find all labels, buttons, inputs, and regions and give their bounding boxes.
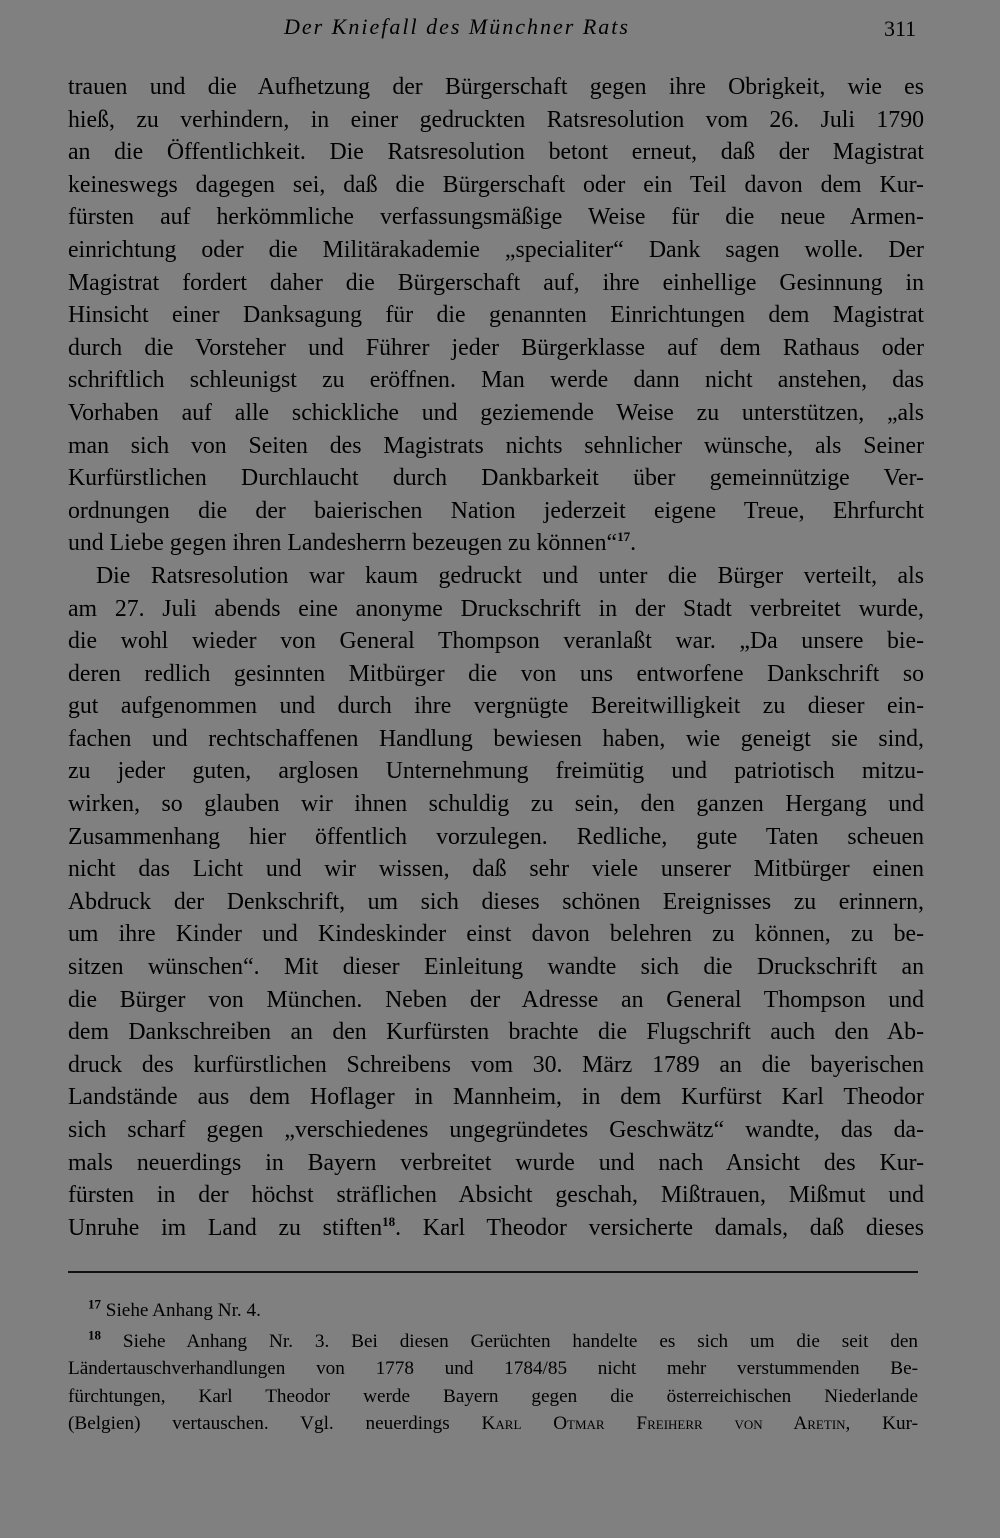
- text-line: sich scharf gegen „verschiedenes ungegründetes Geschwätz“ wandte, das da-: [68, 1117, 924, 1143]
- footnote-text: Siehe Anhang Nr. 3. Bei diesen Gerüchten handelte es sich um die seit den: [122, 1330, 918, 1352]
- text-line: Hinsicht einer Danksagung für die genannten Einrichtungen dem Magistrat: [68, 302, 924, 329]
- footnote-mark: 17: [88, 1296, 101, 1312]
- text-line: Landstände aus dem Hoflager in Mannheim, in dem Kurfürst Karl Theodor: [68, 1084, 924, 1111]
- footnote-text: , Kur-: [845, 1413, 918, 1434]
- footnote-line: [68, 1410, 918, 1438]
- text-line: Zusammenhang hier öffentlich vorzulegen. Redliche, gute Taten scheuen: [68, 823, 924, 850]
- footnote-line: fürchtungen, Karl Theodor werde Bayern gegen die österreichischen Niederlande: [68, 1385, 918, 1407]
- paragraph-2: [68, 560, 924, 1244]
- text-line: Abdruck der Denkschrift, um sich dieses schönen Ereignisses zu erinnern,: [68, 888, 924, 915]
- footnotes: [68, 1297, 918, 1441]
- text-fragment: Unruhe im Land zu stiften: [68, 1214, 383, 1241]
- text-line: sitzen wünschen“. Mit dieser Einleitung wandte sich die Druckschrift an: [68, 954, 924, 981]
- text-fragment: .: [630, 530, 637, 557]
- text-line: druck des kurfürstlichen Schreibens vom 30. März 1789 an die bayerischen: [68, 1051, 924, 1078]
- text-line: nicht das Licht und wir wissen, daß sehr viele unserer Mitbürger einen: [68, 856, 924, 883]
- author-name: Karl Otmar Freiherr von Aretin: [481, 1413, 846, 1434]
- text-line: [68, 527, 924, 560]
- text-line: um ihre Kinder und Kindeskinder einst davon belehren zu können, zu be-: [68, 921, 924, 948]
- footnote-separator: [68, 1271, 918, 1273]
- text-line: Kurfürstlichen Durchlaucht durch Dankbarkeit über gemeinnützige Ver-: [68, 465, 924, 492]
- text-line: an die Öffentlichkeit. Die Ratsresolution betont erneut, daß der Magistrat: [68, 139, 924, 166]
- text-line: Magistrat fordert daher die Bürgerschaft auf, ihre einhellige Gesinnung in: [68, 269, 924, 296]
- page-number: 311: [884, 16, 917, 41]
- footnote-line: Ländertauschverhandlungen von 1778 und 1784/85 nicht mehr verstummenden Be-: [68, 1358, 918, 1379]
- text-line: hieß, zu verhindern, in einer gedruckten Ratsresolution vom 26. Juli 1790: [68, 106, 924, 133]
- text-line: einrichtung oder die Militärakademie „specialiter“ Dank sagen wolle. Der: [68, 236, 924, 263]
- text-line: deren redlich gesinnten Mitbürger die von uns entworfene Dankschrift so: [68, 660, 924, 687]
- running-title: Der Kniefall des Münchner Rats: [284, 14, 630, 39]
- footnote-17: [68, 1297, 918, 1325]
- text-line: am 27. Juli abends eine anonyme Druckschrift in der Stadt verbreitet wurde,: [68, 595, 924, 622]
- footnote-ref-17[interactable]: 17: [617, 529, 631, 545]
- main-text: [68, 71, 924, 1244]
- paragraph-1: [68, 71, 924, 560]
- text-line: zu jeder guten, arglosen Unternehmung freimütig und patriotisch mitzu-: [68, 758, 924, 785]
- text-line: trauen und die Aufhetzung der Bürgerschaft gegen ihre Obrigkeit, wie es: [68, 74, 924, 100]
- running-header: [0, 14, 1000, 44]
- text-line: fürsten in der höchst sträflichen Absicht geschah, Mißtrauen, Mißmut und: [68, 1182, 924, 1209]
- text-line: fachen und rechtschaffenen Handlung bewiesen haben, wie geneigt sie sind,: [68, 725, 924, 752]
- text-line: gut aufgenommen und durch ihre vergnügte Bereitwilligkeit zu dieser ein-: [68, 693, 924, 720]
- footnote-text: Siehe Anhang Nr. 4.: [105, 1300, 261, 1321]
- text-line: dem Dankschreiben an den Kurfürsten brachte die Flugschrift auch den Ab-: [68, 1019, 924, 1046]
- footnote-text: (Belgien) vertauschen. Vgl. neuerdings: [68, 1413, 482, 1434]
- text-line: durch die Vorsteher und Führer jeder Bürgerklasse auf dem Rathaus oder: [68, 334, 924, 361]
- footnote-18: [68, 1328, 918, 1438]
- text-line: wirken, so glauben wir ihnen schuldig zu sein, den ganzen Hergang und: [68, 791, 924, 818]
- text-fragment: . Karl Theodor versicherte damals, daß dieses: [395, 1214, 924, 1241]
- text-fragment: und Liebe gegen ihren Landesherrn bezeugen zu können“: [68, 530, 618, 557]
- text-line: mals neuerdings in Bayern verbreitet wurde und nach Ansicht des Kur-: [68, 1149, 924, 1176]
- text-line: schriftlich schleunigst zu eröffnen. Man werde dann nicht anstehen, das: [68, 367, 924, 394]
- text-line: Die Ratsresolution war kaum gedruckt und unter die Bürger verteilt, als: [96, 562, 924, 589]
- footnote-ref-18[interactable]: 18: [382, 1213, 396, 1229]
- footnote-line: [68, 1297, 918, 1325]
- footnote-line: [68, 1328, 918, 1356]
- text-line: man sich von Seiten des Magistrats nichts sehnlicher wünsche, als Seiner: [68, 432, 924, 459]
- text-line: ordnungen die der baierischen Nation jederzeit eigene Treue, Ehrfurcht: [68, 497, 924, 524]
- text-line: die Bürger von München. Neben der Adresse an General Thompson und: [68, 986, 924, 1013]
- text-line: [68, 1212, 924, 1245]
- text-line: Vorhaben auf alle schickliche und geziemende Weise zu unterstützen, „als: [68, 399, 924, 426]
- text-line: fürsten auf herkömmliche verfassungsmäßige Weise für die neue Armen-: [68, 204, 924, 231]
- footnote-mark: 18: [88, 1327, 101, 1343]
- text-line: die wohl wieder von General Thompson veranlaßt war. „Da unsere bie-: [68, 628, 924, 655]
- text-line: keineswegs dagegen sei, daß die Bürgerschaft oder ein Teil davon dem Kur-: [68, 171, 924, 198]
